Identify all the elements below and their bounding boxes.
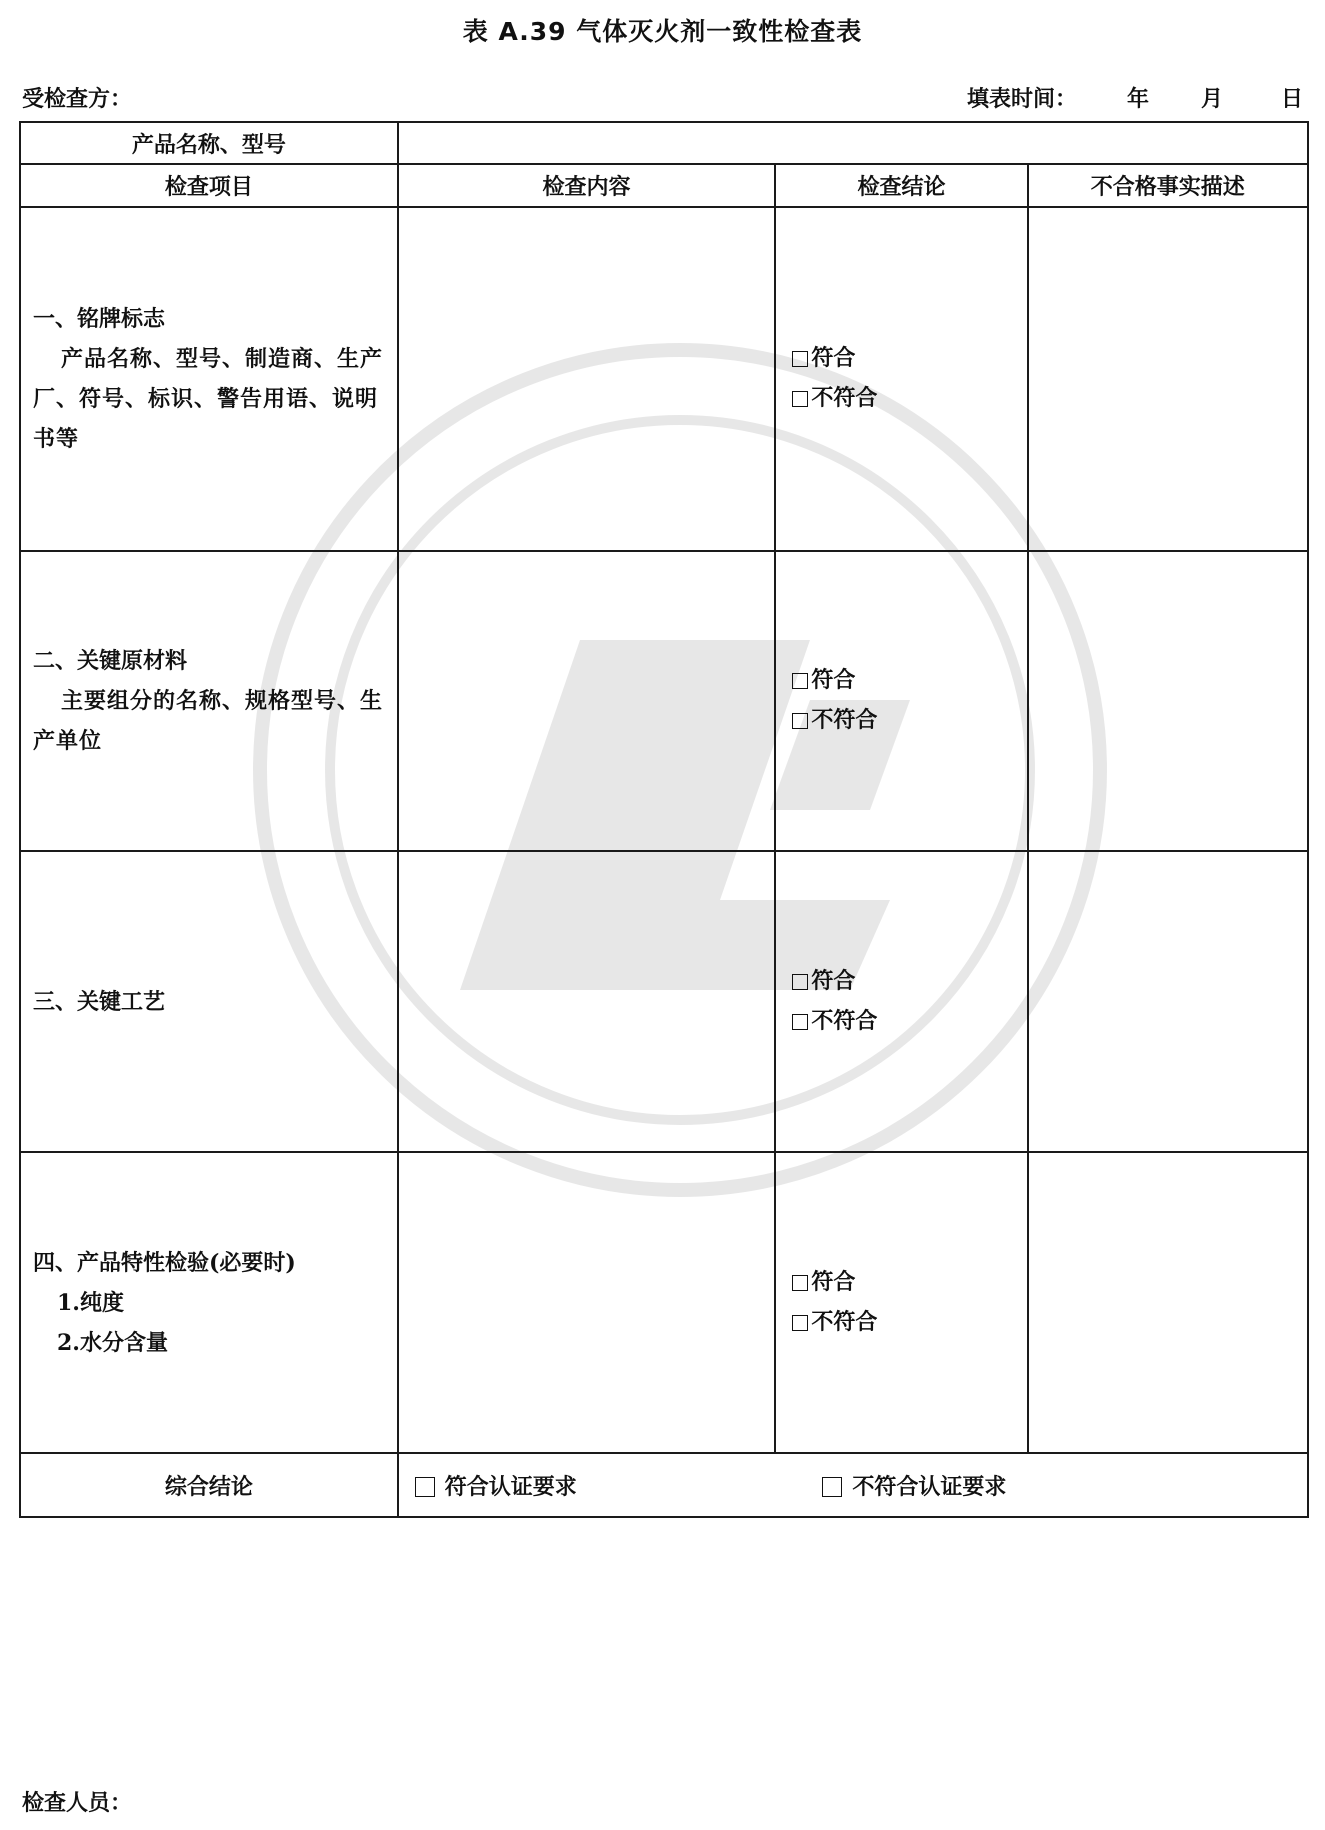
fail-checkbox-option[interactable]	[792, 1002, 1026, 1042]
year-label: 年	[1126, 87, 1149, 112]
check-item-nameplate	[20, 207, 398, 551]
checkbox-icon[interactable]	[415, 1477, 435, 1497]
summary-pass-option[interactable]	[415, 1470, 815, 1501]
check-content-cell[interactable]	[398, 851, 776, 1152]
checkbox-icon[interactable]	[792, 1315, 808, 1331]
check-item-description: 产品名称、型号、制造商、生产厂、符号、标识、警告用语、说明书等	[33, 346, 384, 452]
column-header-content: 检查内容	[398, 164, 776, 207]
month-label: 月	[1200, 87, 1223, 112]
pass-checkbox-option[interactable]	[792, 962, 1026, 1002]
column-header-row	[20, 164, 1308, 207]
day-label: 日	[1280, 87, 1303, 112]
facts-cell[interactable]	[1028, 1152, 1308, 1453]
check-content-cell[interactable]	[398, 551, 776, 851]
pass-label: 符合	[811, 968, 856, 994]
summary-row	[20, 1453, 1308, 1517]
summary-fail-option[interactable]	[822, 1470, 1006, 1501]
summary-fail-label: 不符合认证要求	[852, 1474, 1007, 1500]
pass-label: 符合	[811, 346, 856, 371]
check-item-subitem: 1.纯度	[57, 1289, 124, 1316]
fill-date-label: 填表时间：	[966, 87, 1077, 112]
checkbox-icon[interactable]	[822, 1477, 842, 1497]
column-header-item: 检查项目	[20, 164, 398, 207]
facts-cell[interactable]	[1028, 207, 1308, 551]
check-item-description: 主要组分的名称、规格型号、生产单位	[33, 688, 384, 754]
summary-label: 综合结论	[20, 1453, 398, 1517]
checkbox-icon[interactable]	[792, 1275, 808, 1291]
fail-label: 不符合	[811, 708, 878, 733]
conclusion-cell	[775, 1152, 1027, 1453]
check-item-raw-materials	[20, 551, 398, 851]
inspector-label: 检查人员：	[22, 1791, 133, 1816]
check-content-cell[interactable]	[398, 207, 776, 551]
fail-label: 不符合	[811, 386, 878, 411]
checkbox-icon[interactable]	[792, 391, 808, 407]
checkbox-icon[interactable]	[792, 713, 808, 729]
check-item-heading: 三、关键工艺	[33, 988, 166, 1015]
conclusion-cell	[775, 207, 1027, 551]
table-row	[20, 551, 1308, 851]
pass-checkbox-option[interactable]	[792, 339, 1026, 379]
table-row	[20, 207, 1308, 551]
table-row	[20, 851, 1308, 1152]
fail-checkbox-option[interactable]	[792, 379, 1026, 419]
facts-cell[interactable]	[1028, 551, 1308, 851]
column-header-conclusion: 检查结论	[775, 164, 1027, 207]
inspection-table	[19, 121, 1309, 1518]
summary-pass-label: 符合认证要求	[444, 1474, 577, 1500]
check-item-subitem: 2.水分含量	[57, 1329, 168, 1356]
conclusion-cell	[775, 851, 1027, 1152]
fail-label: 不符合	[811, 1309, 878, 1335]
fail-label: 不符合	[811, 1008, 878, 1034]
checkbox-icon[interactable]	[792, 1014, 808, 1030]
check-item-product-testing	[20, 1152, 398, 1453]
check-item-key-process	[20, 851, 398, 1152]
fail-checkbox-option[interactable]	[792, 701, 1026, 741]
product-name-row	[20, 122, 1308, 164]
inspected-party-label: 受检查方：	[22, 87, 133, 112]
pass-checkbox-option[interactable]	[792, 1263, 1026, 1303]
pass-label: 符合	[811, 1269, 856, 1295]
fill-date	[967, 82, 1303, 113]
check-item-heading: 四、产品特性检验(必要时)	[33, 1249, 296, 1276]
check-content-cell[interactable]	[398, 1152, 776, 1453]
conclusion-cell	[775, 551, 1027, 851]
pass-label: 符合	[811, 668, 856, 693]
summary-options	[398, 1453, 1308, 1517]
table-row	[20, 1152, 1308, 1453]
facts-cell[interactable]	[1028, 851, 1308, 1152]
checkbox-icon[interactable]	[792, 351, 808, 367]
check-item-heading: 二、关键原材料	[33, 648, 188, 674]
page-title: 表 A.39 气体灭火剂一致性检查表	[462, 17, 863, 46]
fail-checkbox-option[interactable]	[792, 1303, 1026, 1343]
pass-checkbox-option[interactable]	[792, 661, 1026, 701]
checkbox-icon[interactable]	[792, 673, 808, 689]
column-header-facts: 不合格事实描述	[1028, 164, 1308, 207]
product-name-field[interactable]	[398, 122, 1308, 164]
product-name-label: 产品名称、型号	[20, 122, 398, 164]
check-item-heading: 一、铭牌标志	[33, 306, 166, 332]
checkbox-icon[interactable]	[792, 974, 808, 990]
